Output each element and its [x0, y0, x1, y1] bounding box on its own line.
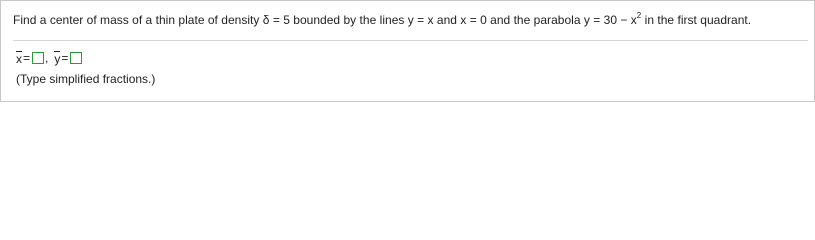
x-bar-variable [16, 50, 22, 66]
question-panel [0, 0, 815, 102]
question-text-end: in the first quadrant. [641, 13, 752, 27]
exponent: 2 [636, 11, 642, 20]
y-bar-input[interactable] [70, 52, 82, 64]
question-text [13, 13, 751, 27]
y-var-label: y [54, 52, 61, 66]
overbar [16, 51, 22, 52]
question-text-main: Find a center of mass of a thin plate of density δ = 5 bounded by the lines y = x and x = 0 and the parabola y = 30 − x [13, 13, 637, 27]
y-equals: = [61, 51, 69, 65]
overbar [54, 51, 60, 52]
answer-row [16, 50, 83, 66]
y-bar-variable [54, 50, 60, 66]
answer-hint: (Type simplified fractions.) [16, 72, 156, 86]
x-var-label: x [16, 52, 22, 66]
x-equals: = [23, 51, 31, 65]
comma-separator: , [45, 51, 49, 65]
divider [13, 40, 808, 41]
x-bar-input[interactable] [32, 52, 44, 64]
